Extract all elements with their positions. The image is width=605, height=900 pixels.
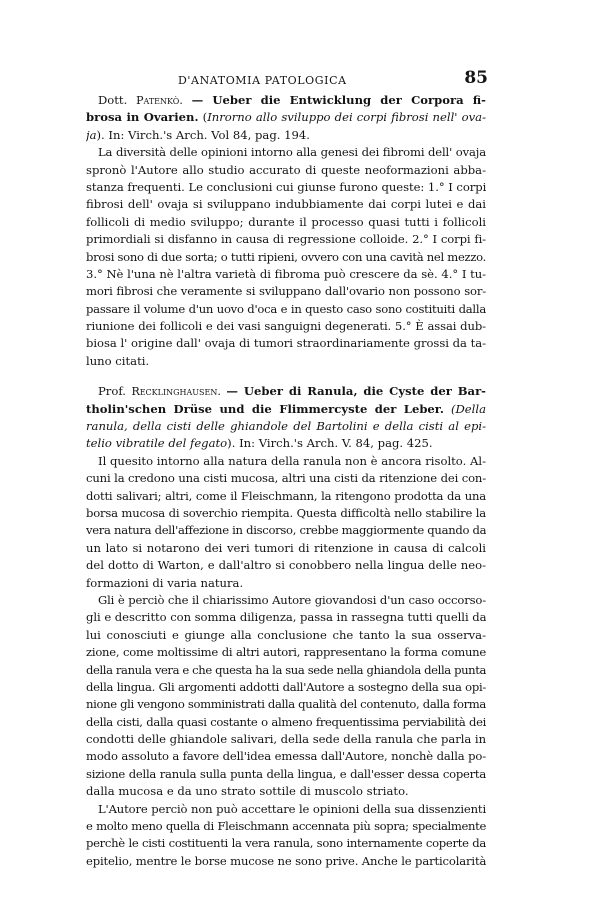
text-line: della lingua. Gli argomenti addotti dall'Autore a sostegno della sua opi- [86, 679, 486, 694]
author-prefix: Prof. [98, 384, 126, 399]
text-line: biosa l' origine dall' ovaja di tumori straordinariamente grossi da ta- [86, 336, 486, 351]
entry-heading-line [86, 92, 486, 109]
italian-translation: ranula, della cisti delle ghiandole del Bartolini e della cisti al epi- [86, 419, 486, 434]
journal-citation: ). In: Virch.'s Arch. Vol 84, pag. 194. [96, 127, 310, 142]
entry-separator [86, 370, 486, 383]
page-body [86, 92, 486, 870]
text-line: condotti delle ghiandole salivari, della sede della ranula che parla in [86, 732, 486, 747]
entry-heading-line [86, 401, 486, 418]
text-line: 3.° Nè l'una nè l'altra varietà di fibroma può crescere da sè. 4.° I tu- [86, 266, 486, 281]
text-line: luno citati. [86, 353, 150, 368]
text-line: borsa mucosa di soverchio riempita. Questa difficoltà nello stabilire la [86, 505, 486, 520]
text-line: riunione dei follicoli e dei vasi sanguigni degenerati. 5.° È assai dub- [86, 319, 486, 334]
text-line: della ranula vera e che questa ha la sua sede nella ghiandola della punta [86, 662, 486, 677]
entry-heading-line [86, 383, 486, 400]
article-title: — Ueber die Entwicklung der Corpora fi- [191, 93, 486, 107]
text-line: mori fibrosi che veramente si sviluppano dall'ovario non possono sor- [86, 284, 486, 299]
text-line: della cisti, dalla quasi costante o almeno frequentissima perviabilità dei [86, 714, 486, 729]
page-number: 85 [464, 68, 488, 88]
text-line: nione gli vengono somministrati dalla qualità del contenuto, dalla forma [86, 697, 486, 712]
running-title: D'ANATOMIA PATOLOGICA [178, 74, 347, 87]
text-line: primordiali si disfanno in causa di regressione colloide. 2.° I corpi fi- [86, 232, 486, 247]
article-title: brosa in Ovarien. [86, 110, 199, 125]
text-line: dalla mucosa e da uno strato sottile di muscolo striato. [86, 784, 409, 799]
entry-heading-line [86, 435, 486, 452]
author-name: Patenkò. [136, 94, 183, 107]
italian-translation: (Della [450, 401, 486, 416]
entry-recklinghausen [86, 383, 486, 870]
text-line: modo assoluto a favore dell'idea emessa dall'Autore, nonchè dalla po- [86, 749, 486, 764]
text-line: gli e descritto con somma diligenza, passa in rassegna tutti quelli da [86, 610, 486, 625]
text-line: vera natura dell'affezione in discorso, crebbe maggiormente quando da [86, 523, 486, 538]
text-line: stanza frequenti. Le conclusioni cui giunse furono queste: 1.° I corpi [86, 179, 486, 194]
text-line: L'Autore perciò non può accettare le opinioni della sua dissenzienti [98, 801, 486, 816]
running-head [86, 68, 486, 90]
author-prefix: Dott. [98, 93, 128, 107]
text-line: formazioni di varia natura. [86, 575, 244, 590]
text-line: zione, come moltissime di altri autori, rappresentano la forma comune [86, 645, 486, 660]
text-line: passare il volume d'un uovo d'oca e in questo caso sono costituiti dalla [86, 301, 486, 316]
text-line: dotti salivari; altri, come il Fleischmann, la ritengono prodotta da una [86, 488, 486, 503]
article-title: — Ueber di Ranula, die Cyste der Bar- [226, 384, 486, 399]
text-line: Gli è perciò che il chiarissimo Autore giovandosi d'un caso occorso- [98, 592, 486, 607]
text-line: brosi sono di due sorta; o tutti ripieni, ovvero con una cavità nel mezzo. [86, 249, 486, 264]
text-line: cuni la credono una cisti mucosa, altri una cisti da ritenzione dei con- [86, 471, 486, 486]
text-line: La diversità delle opinioni intorno alla genesi dei fibromi dell' ovaja [98, 145, 486, 160]
italian-translation: ja [86, 127, 97, 142]
text-line: fibrosi dell' ovaja si sviluppano indubbiamente dai corpi lutei e dai [86, 197, 486, 212]
text-line: Il quesito intorno alla natura della ranula non è ancora risolto. Al- [98, 453, 486, 468]
italian-translation: telio vibratile del fegato [86, 436, 228, 451]
article-title: tholin'schen Drüse und die Flimmercyste der Leber. [86, 401, 444, 416]
text-line: epitelio, mentre le borse mucose ne sono prive. Anche le particolarità [86, 853, 486, 868]
entry-heading-line: brosa in Ovarien. (Inrorno allo sviluppo dei corpi fibrosi nell' ova- [86, 110, 486, 125]
text-line: sizione della ranula sulla punta della lingua, e dall'esser dessa coperta [86, 766, 486, 781]
italian-translation: Inrorno allo sviluppo dei corpi fibrosi nell' ova- [207, 110, 486, 125]
entry-heading-line [86, 418, 486, 435]
text-line: spronò l'Autore allo studio accurato di queste neoformazioni abba- [86, 162, 486, 177]
journal-citation: ). In: Virch.'s Arch. V. 84, pag. 425. [227, 436, 433, 451]
text-line: del dotto di Warton, e dall'altro si conobbero nella lingua delle neo- [86, 558, 486, 573]
text-line: follicoli di medio sviluppo; durante il processo quasi tutti i follicoli [86, 214, 486, 229]
text-line: un lato si notarono dei veri tumori di ritenzione in causa di calcoli [86, 540, 486, 555]
text-line: perchè le cisti costituenti la vera ranula, sono internamente coperte da [86, 836, 486, 851]
text-line: lui conosciuti e giunge alla conclusione che tanto la sua osserva- [86, 627, 486, 642]
entry-heading-line [86, 127, 486, 144]
author-name: Recklinghausen. [131, 385, 221, 399]
text-line: e molto meno quella di Fleischmann accennata più sopra; specialmente [86, 819, 486, 834]
entry-patenko [86, 92, 486, 370]
